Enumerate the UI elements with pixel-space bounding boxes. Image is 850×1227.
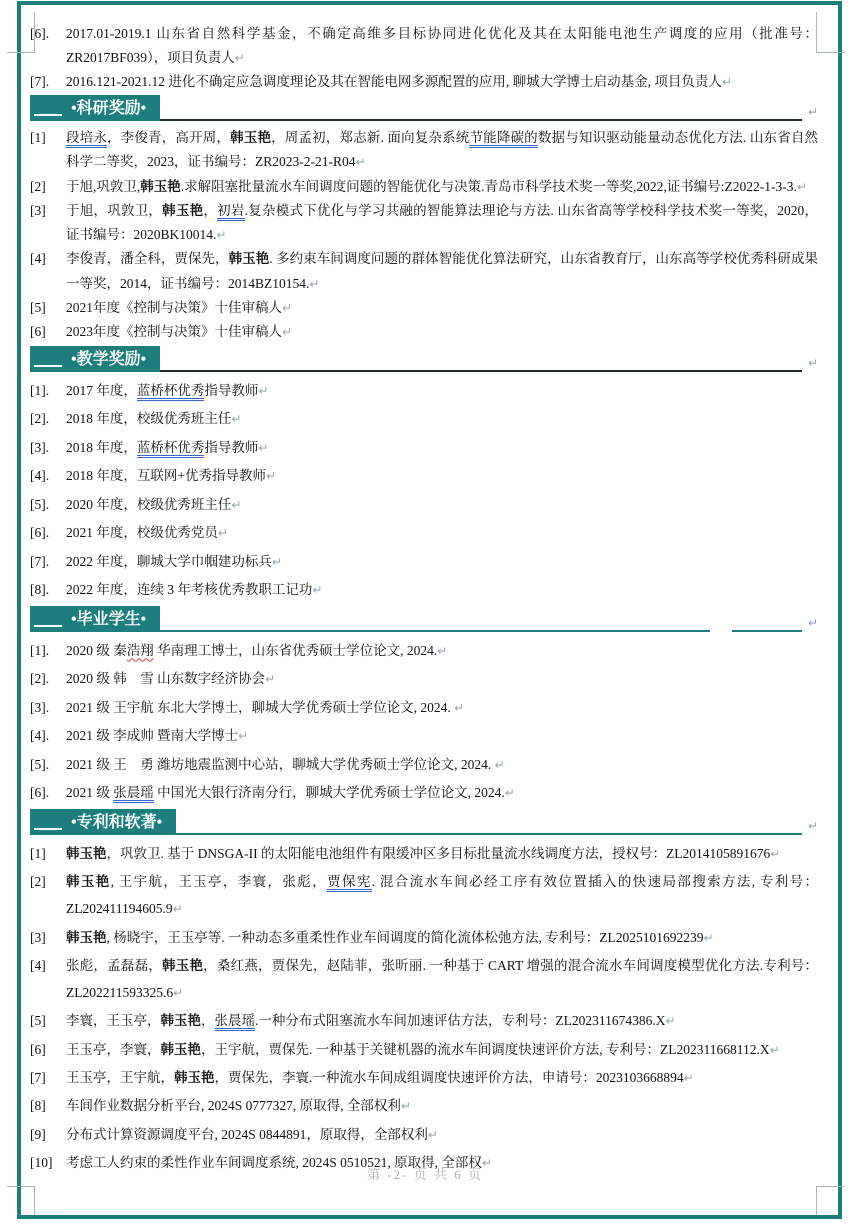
text-run: ，桑红燕，贾保先，赵陆菲，张昕丽. 一种基于 CART 增强的混合流水车间调度模型优化方法.专利号：ZL202211593325.6	[66, 957, 819, 1001]
paragraph-mark-icon: ↵	[807, 355, 818, 370]
text-run: 2022 年度，连续 3 年考核优秀教职工记功	[66, 582, 313, 598]
item-text	[66, 665, 818, 694]
item-number: [7]	[30, 1070, 46, 1086]
text-run: .一种分布式阻塞流水车间加速评估方法，专利号：ZL202311674386.X	[255, 1013, 666, 1029]
item-number: [4]	[30, 957, 46, 973]
text-run: 2018 年度，校级优秀班主任	[66, 411, 232, 427]
section-header	[30, 810, 818, 835]
double-underlined-text: 张晨瑶	[113, 785, 154, 803]
paragraph-mark-icon: ↵	[231, 412, 242, 427]
header-rule-gap	[710, 607, 732, 632]
text-run: 2020 级 韩 雪 山东数字经济协会	[66, 671, 266, 687]
text-run: 李寰，王玉亭，	[66, 1013, 161, 1029]
item-text	[66, 405, 818, 434]
item-text	[66, 1007, 818, 1035]
double-underlined-text: 段培永	[66, 130, 107, 148]
section-title: •毕业学生•	[71, 610, 147, 628]
item-number: [4]	[30, 251, 46, 267]
text-run: 车间作业数据分析平台, 2024S 0777327, 原取得, 全部权利	[66, 1098, 401, 1114]
list-item	[30, 405, 818, 434]
spellcheck-wavy-text: 浩翔	[126, 642, 154, 658]
text-run: ，李俊青，高开周，	[107, 130, 231, 145]
item-text	[66, 576, 818, 605]
item-text	[66, 1036, 818, 1064]
item-text	[66, 519, 818, 548]
item-text	[66, 462, 818, 491]
paragraph-mark-icon: ↵	[217, 526, 228, 541]
text-run: 分布式计算资源调度平台, 2024S 0844891，原取得，全部权利	[66, 1126, 428, 1142]
bold-name: 韩玉艳	[160, 1041, 201, 1057]
paragraph-mark-icon: ↵	[271, 554, 282, 569]
text-run: 数据与知识驱动能量动态优化方法. 山东省自然科学二等奖，2023，证书编号：ZR2023-2-21-R04	[66, 130, 819, 170]
paragraph-mark-icon: ↵	[282, 301, 293, 316]
text-run: . 多约束车间调度问题的群体智能优化算法研究，山东省教育厅，山东高等学校优秀科研成果一等奖，2014，证书编号：2014BZ10154.	[66, 251, 819, 291]
header-rule	[176, 810, 802, 835]
bold-name: 韩玉艳	[140, 178, 181, 194]
section-header	[30, 607, 818, 632]
paragraph-mark-icon: ↵	[312, 583, 323, 598]
list-item	[30, 694, 818, 723]
section-header	[30, 347, 818, 372]
text-run: , 杨晓宇，王玉亭等. 一种动态多重柔性作业车间调度的简化流体松弛方法, 专利号：ZL2025101692239	[106, 929, 704, 945]
text-boundary-mark-top-right	[816, 12, 844, 53]
section-research	[30, 96, 818, 345]
text-run: 2018 年度，互联网+优秀指导教师	[66, 468, 266, 484]
section-title-box	[30, 606, 160, 632]
item-text	[66, 548, 818, 577]
item-text	[66, 1064, 818, 1092]
list-item	[30, 840, 818, 868]
text-run: ，贾保先，李寰.一种流水车间成组调度快速评价方法，申请号：2023103668894	[214, 1070, 684, 1086]
text-run: 2021 年度，校级优秀党员	[66, 525, 218, 541]
list-item	[30, 126, 818, 175]
list-item	[30, 868, 818, 924]
text-run: 考虑工人约束的柔性作业车间调度系统, 2024S 0510521, 原取得, 全部权	[66, 1154, 482, 1170]
header-underscore	[34, 828, 62, 830]
paragraph-mark-icon: ↵	[258, 440, 269, 455]
item-text	[66, 694, 818, 723]
text-run: 指导教师	[204, 382, 259, 398]
paragraph-mark-icon: ↵	[796, 179, 807, 194]
paragraph-mark-icon: ↵	[683, 1071, 694, 1086]
bold-name: 韩玉艳	[230, 130, 272, 145]
bold-name: 韩玉艳	[174, 1070, 215, 1086]
list-item	[30, 751, 818, 780]
paragraph-mark-icon: ↵	[769, 1042, 780, 1057]
paragraph-mark-icon: ↵	[265, 672, 276, 687]
text-run: 2023年度《控制与决策》十佳审稿人	[66, 324, 282, 340]
paragraph-mark-icon: ↵	[721, 75, 732, 89]
bold-name: 韩玉艳	[160, 1013, 201, 1029]
paragraph-mark-icon: ↵	[216, 228, 227, 243]
text-run: 王玉亭，王宇航，	[66, 1070, 174, 1086]
text-run: ，巩敦卫. 基于 DNSGA-II 的太阳能电池组件有限缓冲区多目标批量流水线调度方法，授权号：ZL2014105891676	[106, 845, 771, 861]
text-run: 2017.01-2019.1 山东省自然科学基金，不确定高维多目标协同进化优化及其在太阳能电池生产调度的应用（批准号：ZR2017BF039），项目负责人	[66, 26, 818, 65]
text-run: ，王宇航，贾保先. 一种基于关键机器的流水车间调度快速评价方法, 专利号：ZL202311668112.X	[201, 1041, 770, 1057]
paragraph-mark-icon: ↵	[309, 276, 320, 291]
section-title: •专利和软著•	[71, 813, 163, 831]
item-text	[66, 924, 818, 952]
item-text	[66, 779, 818, 808]
list-item	[30, 377, 818, 406]
text-run: 2021 级	[66, 785, 114, 801]
list-item	[30, 296, 818, 320]
list-item	[30, 637, 818, 666]
text-run: 2021年度《控制与决策》十佳审稿人	[66, 300, 282, 316]
text-run: 2022 年度，聊城大学巾帼建功标兵	[66, 553, 272, 569]
item-number: [1]	[30, 130, 46, 145]
list-item	[30, 779, 818, 808]
paragraph-mark-icon: ↵	[258, 383, 269, 398]
list-item	[30, 462, 818, 491]
double-underlined-text: 贾保宪	[327, 874, 372, 892]
paragraph-mark-icon: ↵	[231, 497, 242, 512]
text-run: 于旭，巩敦卫，	[66, 202, 163, 218]
text-run: 2020 级 秦	[66, 642, 127, 658]
item-number: [2].	[30, 671, 50, 687]
item-number: [8].	[30, 582, 50, 598]
paragraph-mark-icon: ↵	[703, 930, 714, 945]
list-item	[30, 199, 818, 248]
double-underlined-text: 蓝桥杯优秀	[137, 383, 205, 401]
item-number: [3].	[30, 439, 50, 455]
list-item	[30, 1007, 818, 1035]
paragraph-mark-icon: ↵	[454, 700, 465, 715]
list-item	[30, 1036, 818, 1064]
item-number: [4].	[30, 468, 50, 484]
text-run: 张彪，孟磊磊，	[66, 957, 163, 973]
item-number: [5].	[30, 756, 50, 772]
list-item	[30, 1092, 818, 1120]
item-text	[66, 296, 818, 320]
item-number: [1].	[30, 382, 50, 398]
paragraph-mark-icon: ↵	[807, 105, 818, 119]
item-number: [9]	[30, 1126, 46, 1142]
double-underlined-text: 蓝桥杯优秀	[137, 440, 205, 458]
bold-name: 韩玉艳	[228, 251, 270, 267]
item-text	[66, 751, 818, 780]
header-underscore	[34, 625, 62, 627]
section-title: •科研奖励•	[71, 100, 147, 117]
text-run: 王玉亭，李寰，	[66, 1041, 161, 1057]
text-run: 李俊青，潘全科，贾保先，	[66, 251, 229, 267]
paragraph-mark-icon: ↵	[172, 902, 183, 917]
item-text	[66, 70, 818, 94]
text-run: .求解阻塞批量流水车间调度问题的智能优化与决策.青岛市科学技术奖一等奖,2022,证书编号:Z2022-1-3-3.	[180, 178, 797, 194]
item-number: [4].	[30, 728, 50, 744]
section-header	[30, 96, 818, 121]
paragraph-mark-icon: ↵	[807, 818, 818, 833]
text-run: ，	[201, 1013, 215, 1029]
text-run: 2016.121-2021.12 进化不确定应急调度理论及其在智能电网多源配置的应用, 聊城大学博士启动基金, 项目负责人	[66, 74, 722, 89]
item-number: [3].	[30, 699, 50, 715]
text-run: 2021 级 王 勇 潍坊地震监测中心站，聊城大学优秀硕士学位论文, 2024.	[66, 756, 495, 772]
item-text	[66, 1092, 818, 1120]
text-run: 2021 级 王宇航 东北大学博士，聊城大学优秀硕士学位论文, 2024.	[66, 699, 455, 715]
double-underlined-text: 节能降碳的	[469, 130, 537, 148]
item-text	[66, 320, 818, 344]
header-rule	[160, 347, 802, 372]
item-text	[66, 377, 818, 406]
header-rule-segment	[732, 607, 802, 632]
list-item	[30, 665, 818, 694]
paragraph-mark-icon: ↵	[238, 729, 249, 744]
item-text	[66, 434, 818, 463]
item-number: [6].	[30, 785, 50, 801]
section-patents	[30, 810, 818, 1178]
list-item	[30, 952, 818, 1008]
item-number: [3]	[30, 929, 46, 945]
section-title: •教学奖励•	[71, 350, 147, 368]
list-item	[30, 1064, 818, 1092]
paragraph-mark-icon: ↵	[427, 1127, 438, 1142]
item-number: [1]	[30, 845, 46, 861]
page-footer: 第 -2- 页 共 6 页	[367, 1167, 483, 1182]
item-number: [5].	[30, 496, 50, 512]
paragraph-mark-icon: ↵	[504, 786, 515, 801]
bold-name: 韩玉艳	[162, 957, 204, 973]
text-run: 中国光大银行济南分行，聊城大学优秀硕士学位论文, 2024.	[153, 785, 505, 801]
list-item	[30, 491, 818, 520]
text-boundary-mark-bottom-left	[7, 1186, 35, 1215]
item-number: [2].	[30, 411, 50, 427]
section-title-box	[30, 809, 176, 835]
item-number: [6]	[30, 324, 46, 340]
paragraph-mark-icon: ↵	[437, 643, 448, 658]
paragraph-mark-icon: ↵	[807, 615, 818, 630]
double-underlined-text: 初岩	[217, 203, 244, 221]
item-number: [5]	[30, 300, 46, 316]
text-run: 2021 级 李成帅 暨南大学博士	[66, 728, 239, 744]
section-intro	[30, 22, 818, 94]
list-item	[30, 722, 818, 751]
double-underlined-text: 张晨瑶	[215, 1013, 256, 1031]
paragraph-mark-icon: ↵	[355, 155, 366, 170]
item-text	[66, 491, 818, 520]
item-text	[66, 840, 818, 868]
item-number: [6].	[30, 525, 50, 541]
list-item	[30, 22, 818, 70]
text-run: 指导教师	[204, 439, 259, 455]
item-number: [3]	[30, 202, 46, 218]
item-number: [2]	[30, 178, 46, 194]
paragraph-mark-icon: ↵	[266, 469, 277, 484]
item-text	[66, 22, 818, 70]
text-run: ，周孟初，郑志新. 面向复杂系统	[271, 130, 470, 145]
item-text	[66, 175, 818, 199]
header-rule	[160, 607, 710, 632]
item-text	[66, 637, 818, 666]
paragraph-mark-icon: ↵	[481, 1155, 492, 1170]
list-item	[30, 434, 818, 463]
list-item	[30, 924, 818, 952]
section-title-box	[30, 95, 160, 121]
bold-name: 韩玉艳	[66, 873, 111, 889]
paragraph-mark-icon: ↵	[173, 986, 184, 1001]
list-item	[30, 548, 818, 577]
item-text	[66, 952, 818, 1008]
bold-name: 韩玉艳	[162, 202, 204, 218]
paragraph-mark-icon: ↵	[494, 757, 505, 772]
bold-name: 韩玉艳	[66, 929, 107, 945]
text-run: . 混合流水车间必经工序有效位置插入的快速局部搜索方法, 专利号：ZL202411194605.9	[66, 873, 819, 917]
text-run: , 王宇航，王玉亭，李寰，张彪，	[110, 873, 328, 889]
item-number: [7].	[30, 74, 50, 89]
list-item	[30, 519, 818, 548]
item-number: [6].	[30, 26, 50, 41]
list-item	[30, 320, 818, 344]
item-number: [6]	[30, 1041, 46, 1057]
item-number: [1].	[30, 642, 50, 658]
paragraph-mark-icon: ↵	[770, 846, 781, 861]
item-number: [2]	[30, 873, 46, 889]
paragraph-mark-icon: ↵	[234, 51, 245, 65]
section-students	[30, 607, 818, 808]
item-number: [7].	[30, 553, 50, 569]
list-item	[30, 247, 818, 296]
item-text	[66, 722, 818, 751]
paragraph-mark-icon: ↵	[665, 1014, 676, 1029]
header-underscore	[34, 114, 62, 116]
text-run: 2017 年度，	[66, 382, 137, 398]
header-underscore	[34, 365, 62, 367]
item-text	[66, 868, 818, 924]
text-run: .复杂模式下优化与学习共融的智能算法理论与方法. 山东省高等学校科学技术奖一等奖，2020，证书编号：2020BK10014.	[66, 202, 819, 243]
text-run: ，	[203, 202, 218, 218]
paragraph-mark-icon: ↵	[282, 325, 293, 340]
section-teaching	[30, 347, 818, 605]
item-text	[66, 199, 818, 248]
item-text	[66, 1121, 818, 1149]
item-text	[66, 247, 818, 296]
list-item	[30, 175, 818, 199]
content	[30, 22, 818, 1177]
section-title-box	[30, 346, 160, 372]
text-run: 2018 年度，	[66, 439, 137, 455]
list-item	[30, 1121, 818, 1149]
list-item	[30, 70, 818, 94]
list-item	[30, 576, 818, 605]
header-rule	[160, 96, 802, 121]
item-number: [8]	[30, 1098, 46, 1114]
text-run: 2020 年度，校级优秀班主任	[66, 496, 232, 512]
paragraph-mark-icon: ↵	[400, 1099, 411, 1114]
bold-name: 韩玉艳	[66, 845, 107, 861]
item-number: [5]	[30, 1013, 46, 1029]
text-boundary-mark-bottom-right	[816, 1186, 844, 1215]
text-run: 于旭,巩敦卫,	[66, 178, 141, 194]
text-run: 华南理工博士，山东省优秀硕士学位论文, 2024.	[153, 642, 438, 658]
item-number: [10]	[30, 1154, 53, 1170]
item-text	[66, 126, 818, 175]
